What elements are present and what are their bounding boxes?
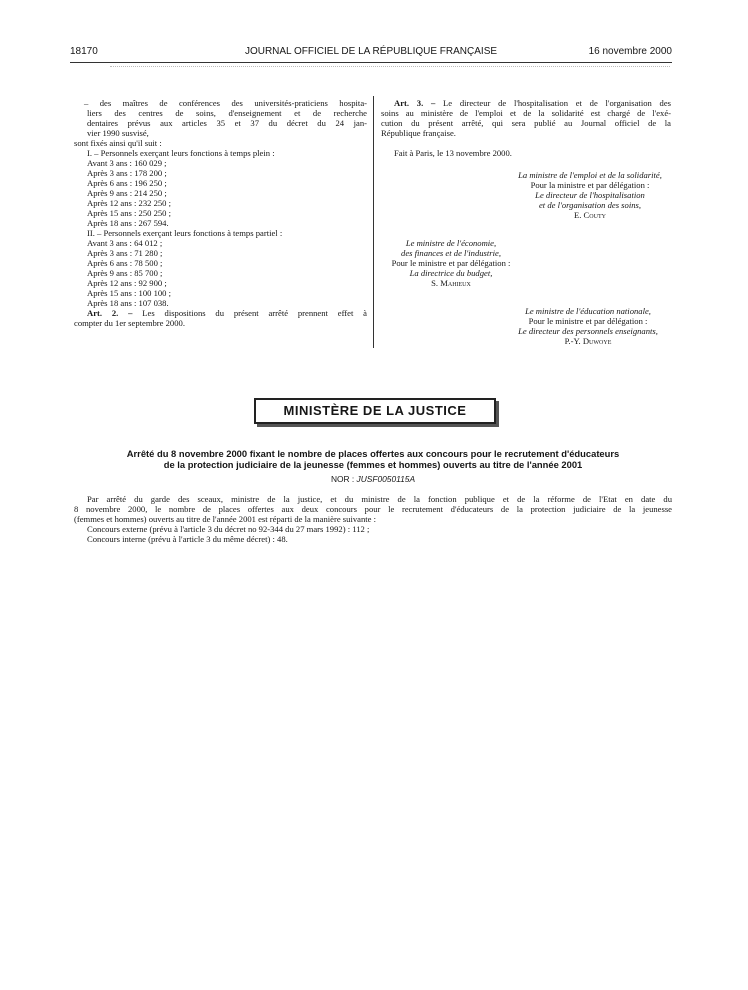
section-heading: II. – Personnels exerçant leurs fonctions à temps partiel :	[87, 228, 283, 238]
salary-item: Après 6 ans : 78 500 ;	[87, 258, 163, 268]
article-3	[381, 98, 671, 108]
left-column	[74, 98, 367, 328]
salary-item: Après 15 ans : 250 250 ;	[87, 208, 172, 218]
column-divider	[373, 96, 374, 348]
section-heading: I. – Personnels exerçant leurs fonctions à temps plein :	[87, 148, 275, 158]
salary-item: Avant 3 ans : 64 012 ;	[87, 238, 163, 248]
header-rule	[70, 62, 672, 63]
decree-title	[74, 448, 672, 470]
salary-item: Après 15 ans : 100 100 ;	[87, 288, 172, 298]
body-line: soins au ministère de l'emploi et de la solidarité est chargé de l'exé-	[381, 108, 671, 118]
article-2-label: Art. 2. –	[87, 308, 133, 318]
header-dotted-rule	[110, 66, 670, 67]
signature-block-education	[478, 306, 698, 346]
publication-date: 16 novembre 2000	[588, 46, 672, 57]
decree-title-line: de la protection judiciaire de la jeunesse (femmes et hommes) ouverts au titre de l'année 2001	[163, 459, 583, 470]
signature-line: des finances et de l'industrie,	[401, 248, 501, 258]
body-line: Concours externe (prévu à l'article 3 du décret no 92-344 du 27 mars 1992) : 112 ;	[87, 524, 370, 534]
decree-body	[74, 494, 672, 544]
page-number: 18170	[70, 46, 98, 57]
signature-line: Le ministre de l'éducation nationale,	[525, 306, 651, 316]
signature-block-economie	[366, 238, 536, 288]
body-line: vier 1990 susvisé,	[87, 128, 149, 138]
article-3-text: Le directeur de l'hospitalisation et de l'organisation des	[443, 98, 671, 108]
right-column	[381, 98, 671, 158]
signatory-name: E. Couty	[574, 210, 606, 220]
body-line: Concours interne (prévu à l'article 3 du même décret) : 48.	[87, 534, 288, 544]
signatory-name: S. Mahieux	[431, 278, 471, 288]
body-line: compter du 1er septembre 2000.	[74, 318, 185, 328]
salary-item: Après 3 ans : 71 280 ;	[87, 248, 163, 258]
nor-label: NOR :	[330, 474, 355, 484]
body-line: (femmes et hommes) ouverts au titre de l'année 2001 est réparti de la manière suivante :	[74, 514, 376, 524]
body-line: République française.	[381, 128, 456, 138]
fait-a-paris: Fait à Paris, le 13 novembre 2000.	[394, 148, 512, 158]
nor-reference	[74, 474, 672, 484]
salary-item: Après 18 ans : 107 038.	[87, 298, 169, 308]
signature-line: Pour le ministre et par délégation :	[391, 258, 511, 268]
body-line: cution du présent arrêté, qui sera publié au Journal officiel de la	[381, 118, 671, 128]
signatory-name: P.-Y. Duwoye	[564, 336, 612, 346]
article-3-label: Art. 3. –	[394, 98, 436, 108]
salary-item: Après 12 ans : 232 250 ;	[87, 198, 172, 208]
article-2	[74, 308, 367, 318]
signature-line: et de l'organisation des soins,	[538, 200, 642, 210]
salary-item: Après 12 ans : 92 900 ;	[87, 278, 167, 288]
ministry-heading: MINISTÈRE DE LA JUSTICE	[283, 403, 467, 418]
salary-item: Avant 3 ans : 160 029 ;	[87, 158, 167, 168]
decree-title-line: Arrêté du 8 novembre 2000 fixant le nombre de places offertes aux concours pour le recrutement d'éducateurs	[126, 448, 620, 459]
journal-title: JOURNAL OFFICIEL DE LA RÉPUBLIQUE FRANÇAISE	[244, 46, 498, 57]
signature-line: Le directeur des personnels enseignants,	[518, 326, 658, 336]
body-line: dentaires prévus aux articles 35 et 37 du décret du 24 jan-	[87, 118, 367, 128]
signature-line: Pour la ministre et par délégation :	[530, 180, 650, 190]
signature-block-emploi	[470, 170, 710, 220]
signature-line: Pour le ministre et par délégation :	[528, 316, 648, 326]
body-line: liers des centres de soins, d'enseignement et de recherche	[87, 108, 367, 118]
salary-item: Après 9 ans : 214 250 ;	[87, 188, 167, 198]
salary-item: Après 18 ans : 267 594.	[87, 218, 169, 228]
body-line: 8 novembre 2000, le nombre de places offertes aux deux concours pour le recrutement d'éducateurs de la protection judiciaire de la jeunesse	[74, 504, 672, 514]
salary-item: Après 3 ans : 178 200 ;	[87, 168, 167, 178]
signature-line: Le directeur de l'hospitalisation	[535, 190, 645, 200]
body-line: sont fixés ainsi qu'il suit :	[74, 138, 162, 148]
signature-line: Le ministre de l'économie,	[405, 238, 497, 248]
nor-code: JUSF0050115A	[356, 474, 416, 484]
article-2-text: Les dispositions du présent arrêté prennent effet à	[142, 308, 367, 318]
signature-line: La ministre de l'emploi et de la solidarité,	[518, 170, 662, 180]
salary-item: Après 9 ans : 85 700 ;	[87, 268, 163, 278]
body-line: Par arrêté du garde des sceaux, ministre de la justice, et du ministre de la fonction publique et de la réforme de l'Etat en date du	[87, 494, 672, 504]
signature-line: La directrice du budget,	[409, 268, 493, 278]
page-header	[70, 45, 672, 59]
ministry-heading-box	[254, 398, 496, 424]
salary-item: Après 6 ans : 196 250 ;	[87, 178, 167, 188]
body-line: – des maîtres de conférences des universités-praticiens hospita-	[84, 98, 367, 108]
